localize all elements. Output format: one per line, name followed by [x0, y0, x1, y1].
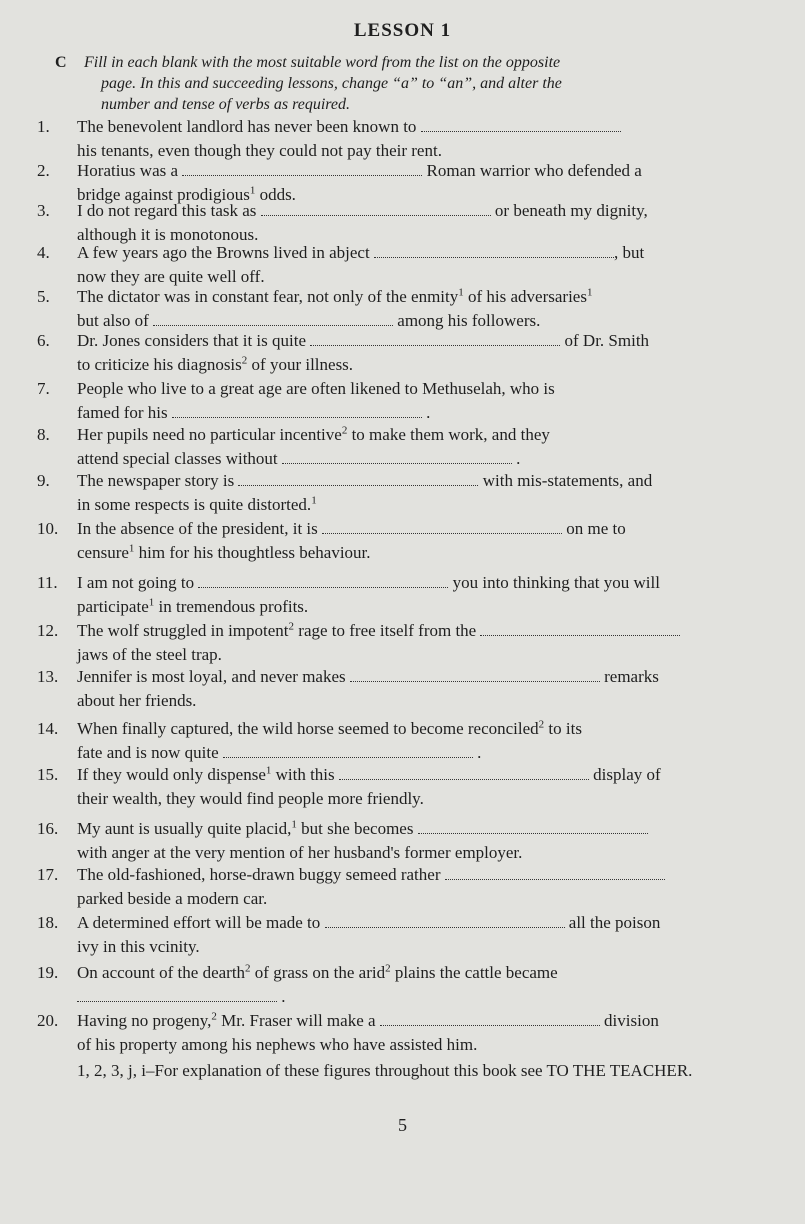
exercise-number: 18. — [37, 913, 59, 932]
answer-blank[interactable] — [223, 743, 473, 758]
exercise-text: Horatius was a — [77, 161, 183, 180]
exercise-text: ivy in this vcinity. — [77, 937, 200, 956]
answer-blank[interactable] — [310, 331, 560, 346]
answer-blank[interactable] — [172, 403, 422, 418]
exercise-text: The wolf struggled in impotent$^2$ rage to free itself from the — [77, 620, 481, 640]
exercise-text: of Dr. Smith — [560, 331, 650, 350]
exercise-number: 7. — [37, 379, 50, 398]
exercise-text: , but — [613, 243, 645, 262]
exercise-text: I am not going to — [77, 573, 199, 592]
answer-blank[interactable] — [198, 573, 448, 588]
exercise-text: among his followers. — [393, 311, 541, 330]
exercise-text: now they are quite well off. — [77, 267, 265, 286]
exercise-text: . — [277, 987, 286, 1006]
answer-blank[interactable] — [350, 667, 600, 682]
exercise-text: their wealth, they would find people more friendly. — [77, 789, 424, 808]
exercise-text: display of — [588, 765, 661, 784]
exercise-text: attend special classes without — [77, 449, 282, 468]
exercise-text: with anger at the very mention of her husband's former employer. — [77, 843, 523, 862]
exercise-text: The benevolent landlord has never been known to — [77, 117, 421, 136]
exercise-text: Her pupils need no particular incentive$^2$ to make them work, and they — [77, 424, 550, 444]
exercise-number: 11. — [37, 573, 58, 592]
exercise-text: My aunt is usually quite placid,$^1$ but she becomes — [77, 818, 418, 838]
exercise-text: with mis-statements, and — [478, 471, 653, 490]
instruction-line: number and tense of verbs as required. — [101, 96, 350, 113]
answer-blank[interactable] — [322, 519, 562, 534]
exercise-number: 16. — [37, 819, 59, 838]
exercise-number: 9. — [37, 471, 50, 490]
answer-blank[interactable] — [445, 865, 665, 880]
answer-blank[interactable] — [418, 819, 648, 834]
exercise-text: People who live to a great age are often likened to Methuselah, who is — [77, 379, 555, 398]
exercise-text: When finally captured, the wild horse seemed to become reconciled$^2$ to its — [77, 718, 582, 738]
exercise-number: 19. — [37, 963, 59, 982]
exercise-text: The dictator was in constant fear, not only of the enmity$^1$ of his adversaries$^1$ — [77, 286, 593, 306]
exercise-text: all the poison — [564, 913, 661, 932]
exercise-text: . — [472, 743, 482, 762]
exercise-text: but also of — [77, 311, 154, 330]
exercise-number: 4. — [37, 243, 50, 262]
exercise-text: Dr. Jones considers that it is quite — [77, 331, 311, 350]
exercise-text: in some respects is quite distorted.$^1$ — [77, 494, 317, 514]
exercise-text: Roman warrior who defended a — [422, 161, 642, 180]
exercise-text: fate and is now quite — [77, 743, 223, 762]
exercise-number: 3. — [37, 201, 50, 220]
exercise-text: parked beside a modern car. — [77, 889, 268, 908]
exercise-text: If they would only dispense$^1$ with this — [77, 764, 339, 784]
exercise-number: 20. — [37, 1011, 59, 1030]
answer-blank[interactable] — [480, 621, 680, 636]
exercise-text: remarks — [599, 667, 659, 686]
exercise-number: 6. — [37, 331, 50, 350]
exercise-text: you into thinking that you will — [448, 573, 660, 592]
exercise-text: A few years ago the Browns lived in abject — [77, 243, 374, 262]
answer-blank[interactable] — [421, 117, 621, 132]
instruction-line: Fill in each blank with the most suitable word from the list on the opposite — [84, 54, 561, 71]
exercise-text: In the absence of the president, it is — [77, 519, 323, 538]
exercise-text: bridge against prodigious$^1$ odds. — [77, 184, 296, 204]
answer-blank[interactable] — [77, 987, 277, 1002]
instruction-line: page. In this and succeeding lessons, change “a” to “an”, and alter the — [101, 75, 562, 92]
exercise-text: about her friends. — [77, 691, 197, 710]
exercise-text: I do not regard this task as — [77, 201, 261, 220]
exercise-text: The newspaper story is — [77, 471, 239, 490]
exercise-text: Jennifer is most loyal, and never makes — [77, 667, 350, 686]
exercise-text: or beneath my dignity, — [490, 201, 648, 220]
exercise-text: participate$^1$ in tremendous profits. — [77, 596, 309, 616]
exercise-number: 14. — [37, 719, 59, 738]
exercise-text: . — [511, 449, 521, 468]
answer-blank[interactable] — [325, 913, 565, 928]
exercise-text: to criticize his diagnosis$^2$ of your illness. — [77, 354, 354, 374]
exercise-text: of his property among his nephews who have assisted him. — [77, 1035, 478, 1054]
instructions — [55, 52, 715, 115]
exercise-text: his tenants, even though they could not pay their rent. — [77, 141, 442, 160]
exercise-text: jaws of the steel trap. — [77, 645, 222, 664]
exercise-text: On account of the dearth$^2$ of grass on the arid$^2$ plains the cattle became — [77, 962, 558, 982]
exercise-text: division — [599, 1011, 659, 1030]
exercise-text: The old-fashioned, horse-drawn buggy semeed rather — [77, 865, 445, 884]
lesson-title: LESSON 1 — [353, 20, 452, 41]
exercise-text: . — [421, 403, 431, 422]
page-number: 5 — [398, 1115, 407, 1135]
exercise-text: Having no progeny,$^2$ Mr. Fraser will make a — [77, 1010, 380, 1030]
answer-blank[interactable] — [380, 1011, 600, 1026]
exercise-number: 15. — [37, 765, 59, 784]
exercise-number: 5. — [37, 287, 50, 306]
footnote: 1, 2, 3, j, i–For explanation of these figures throughout this book see TO THE TEACHER. — [77, 1061, 693, 1080]
answer-blank[interactable] — [182, 161, 422, 176]
exercise-number: 17. — [37, 865, 59, 884]
answer-blank[interactable] — [282, 449, 512, 464]
exercise-text: on me to — [562, 519, 626, 538]
exercise-number: 10. — [37, 519, 59, 538]
answer-blank[interactable] — [261, 201, 491, 216]
exercise-text: although it is monotonous. — [77, 225, 259, 244]
exercise-number: 13. — [37, 667, 59, 686]
exercise-number: 2. — [37, 161, 50, 180]
exercise-number: 1. — [37, 117, 50, 136]
answer-blank[interactable] — [339, 765, 589, 780]
exercise-text: A determined effort will be made to — [77, 913, 325, 932]
section-label: C — [55, 54, 67, 71]
exercise-text: censure$^1$ him for his thoughtless behaviour. — [77, 542, 371, 562]
exercise-text: famed for his — [77, 403, 172, 422]
answer-blank[interactable] — [374, 243, 614, 258]
answer-blank[interactable] — [238, 471, 478, 486]
exercise-number: 12. — [37, 621, 59, 640]
answer-blank[interactable] — [153, 311, 393, 326]
exercise-number: 8. — [37, 425, 50, 444]
